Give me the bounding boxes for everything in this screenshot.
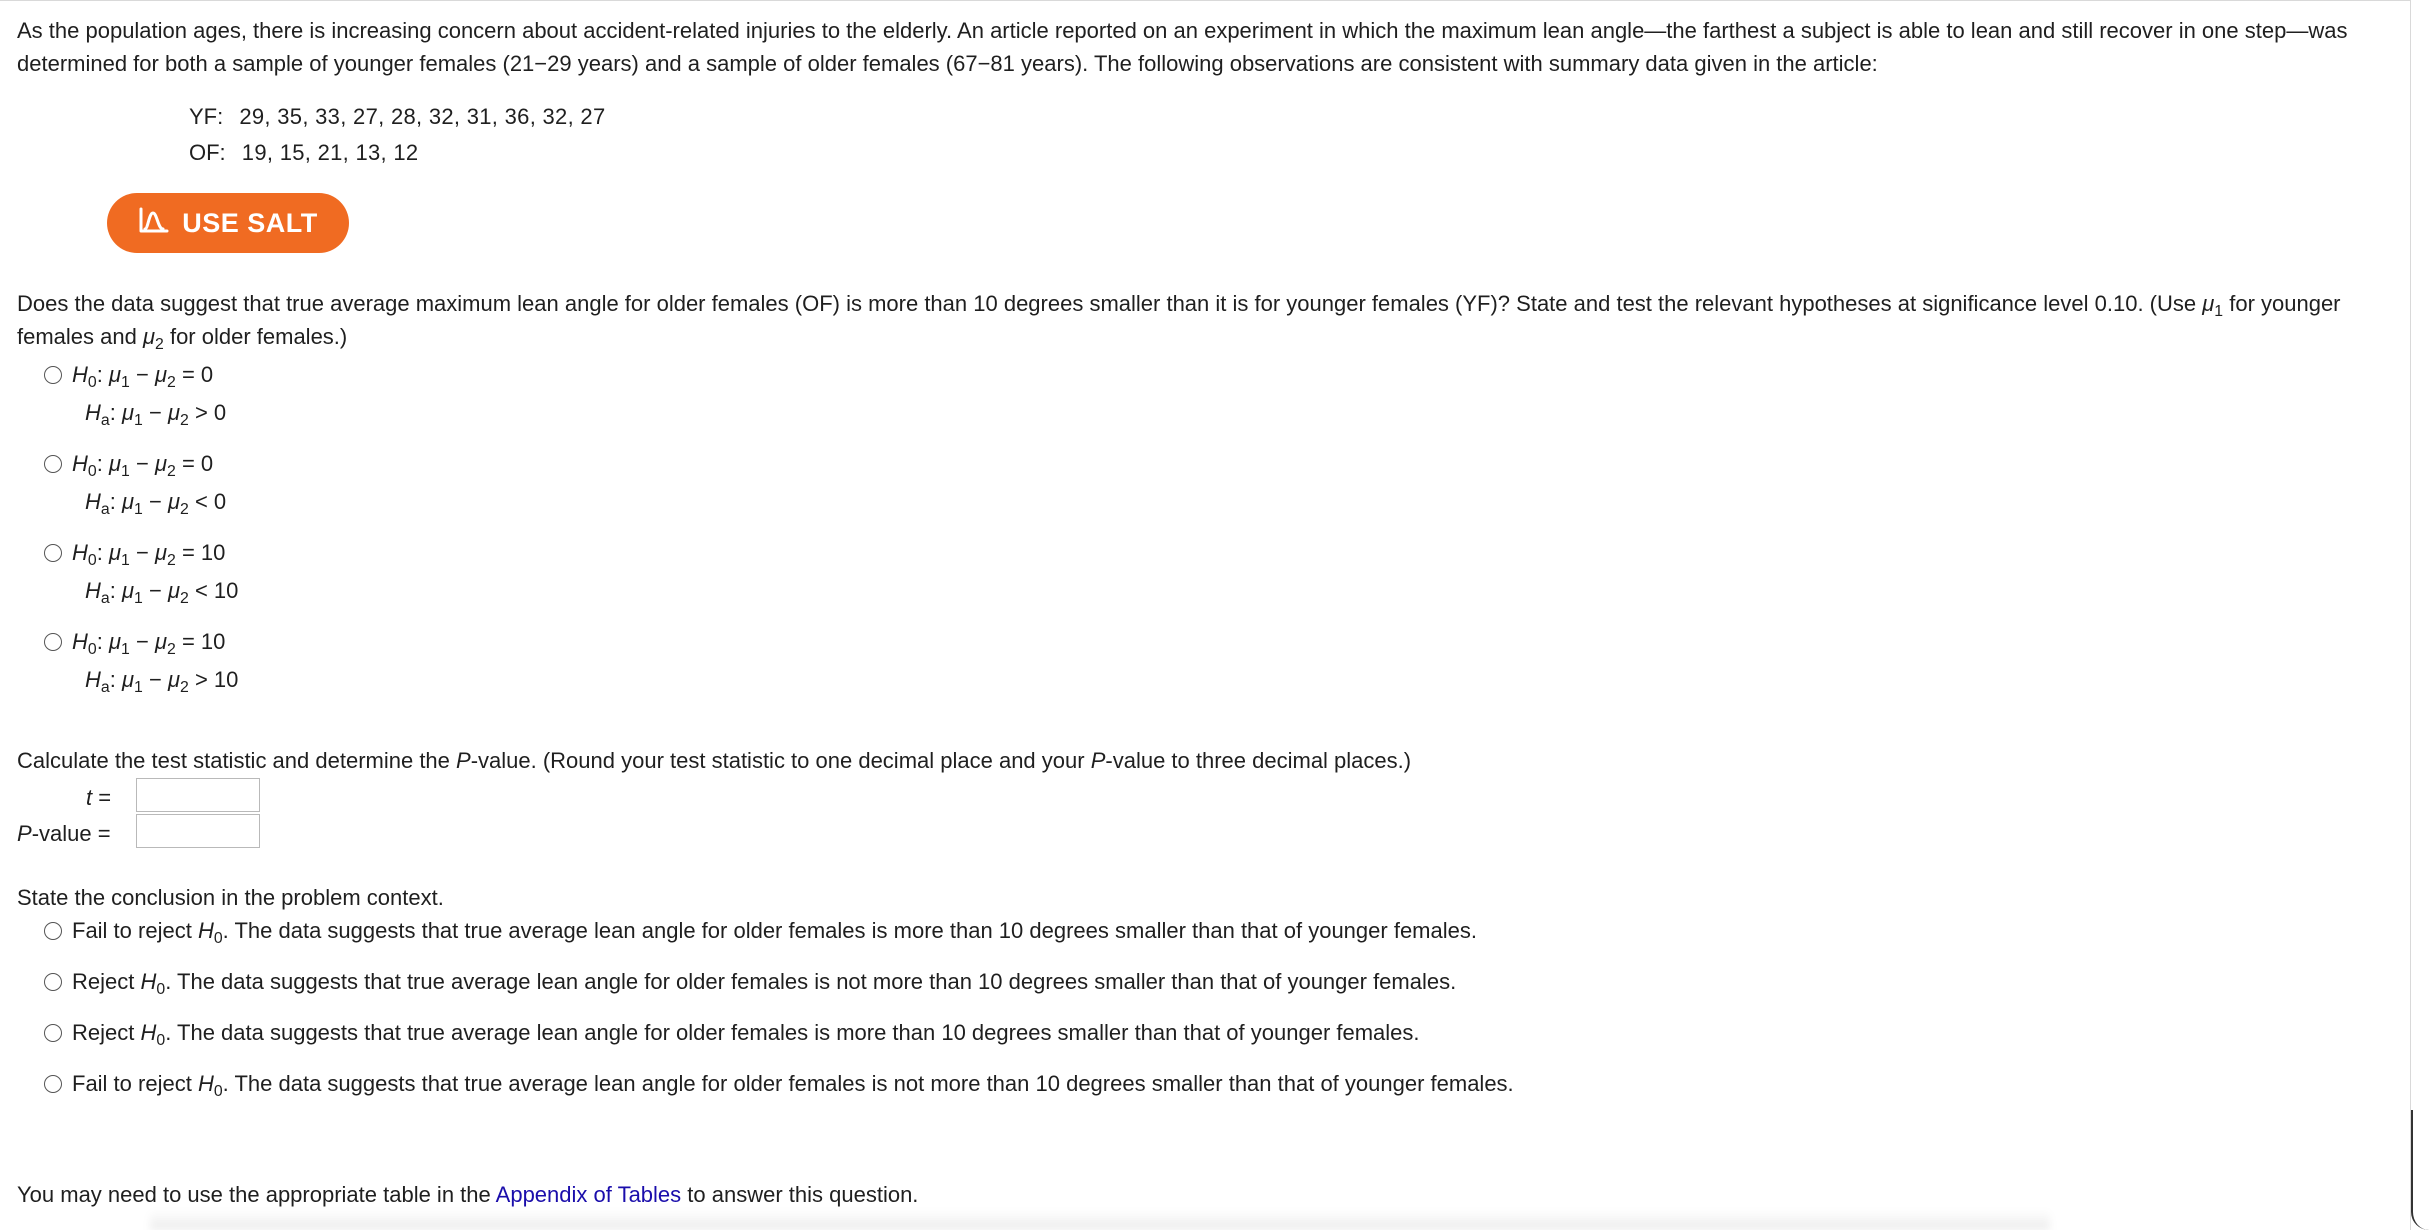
h-subscript: a <box>100 678 110 696</box>
conclusion-action: Reject <box>72 969 141 994</box>
footer-note <box>17 1182 918 1208</box>
minus-sign: − <box>135 540 149 565</box>
p-value-input[interactable] <box>136 814 260 848</box>
mu1-symbol: μ <box>121 578 135 603</box>
p-value-label <box>17 821 111 847</box>
h-subscript: 0 <box>87 373 97 391</box>
conclusion-option[interactable] <box>44 1020 1420 1049</box>
of-label: OF: <box>189 140 226 165</box>
hypothesis-radio[interactable] <box>44 366 62 384</box>
mu1-subscript: 1 <box>134 589 143 607</box>
calc-p-italic-2: P <box>1090 748 1106 773</box>
mu2-subscript: 2 <box>167 640 176 658</box>
h-colon: : <box>96 629 103 654</box>
mu1-symbol: μ <box>2202 291 2215 316</box>
mu1-subscript: 1 <box>134 500 143 518</box>
window-corner <box>2411 1110 2434 1230</box>
hyp-value: 0 <box>200 362 214 387</box>
conclusion-action: Reject <box>72 1020 141 1045</box>
conclusion-radio[interactable] <box>44 1024 62 1042</box>
mu1-subscript: 1 <box>121 551 130 569</box>
conclusion-radio[interactable] <box>44 1075 62 1093</box>
minus-sign: − <box>135 629 149 654</box>
h-symbol: H <box>140 1020 157 1045</box>
null-hypothesis <box>72 629 226 658</box>
calc-instructions <box>17 748 1411 774</box>
mu1-symbol: μ <box>108 362 122 387</box>
conclusion-radio[interactable] <box>44 973 62 991</box>
h-colon: : <box>96 540 103 565</box>
h-symbol: H <box>85 578 101 603</box>
mu1-symbol: μ <box>108 540 122 565</box>
minus-sign: − <box>148 400 162 425</box>
calc-text-a: Calculate the test statistic and determine the <box>17 748 457 773</box>
mu1-subscript: 1 <box>134 411 143 429</box>
minus-sign: − <box>148 489 162 514</box>
mu2-symbol: μ <box>167 489 180 514</box>
mu1-subscript: 1 <box>134 678 143 696</box>
relation: = <box>181 540 195 565</box>
salt-chart-icon <box>138 205 170 242</box>
conclusion-text: . The data suggests that true average lean angle for older females is not more than 10 degrees smaller than that of younger females. <box>222 1071 1514 1096</box>
minus-sign: − <box>148 667 162 692</box>
mu2-subscript: 2 <box>167 373 176 391</box>
mu2-subscript: 2 <box>167 462 176 480</box>
yf-data-line <box>189 104 606 130</box>
conclusion-title: State the conclusion in the problem context. <box>17 885 444 910</box>
p-symbol: P <box>17 821 32 846</box>
h-colon: : <box>109 489 116 514</box>
hyp-value: 0 <box>213 489 227 514</box>
alternative-hypothesis <box>85 667 239 696</box>
minus-sign: − <box>135 362 149 387</box>
h-colon: : <box>109 578 116 603</box>
question-paragraph <box>17 287 2407 353</box>
conclusion-text: . The data suggests that true average lean angle for older females is not more than 10 degrees smaller than that of younger females. <box>165 969 1457 994</box>
h-colon: : <box>96 362 103 387</box>
mu2-symbol: μ <box>154 629 167 654</box>
conclusion-action: Fail to reject <box>72 1071 198 1096</box>
h-subscript: 0 <box>87 551 97 569</box>
use-salt-label: USE SALT <box>182 207 318 238</box>
mu2-symbol: μ <box>154 540 167 565</box>
alternative-hypothesis <box>85 400 227 429</box>
relation: < <box>194 489 208 514</box>
h-subscript: 0 <box>156 980 166 998</box>
null-hypothesis <box>72 540 226 569</box>
hyp-value: 0 <box>200 451 214 476</box>
mu2-subscript: 2 <box>180 678 189 696</box>
mu1-subscript: 1 <box>121 373 130 391</box>
mu2-subscript: 2 <box>167 551 176 569</box>
h-subscript: a <box>100 411 110 429</box>
h-symbol: H <box>72 362 88 387</box>
t-statistic-label <box>86 785 111 811</box>
mu2-symbol: μ <box>167 400 180 425</box>
h-subscript: a <box>100 589 110 607</box>
footer-text-a: You may need to use the appropriate table in the <box>17 1182 496 1207</box>
t-symbol: t <box>86 785 93 810</box>
intro-paragraph: As the population ages, there is increasing concern about accident-related injuries to the elderly. An article reported on an experiment in which the maximum lean angle—the farthest a subject is able to lean and still recover in one step—was determined for both a sample of younger females (21−29 years) and a sample of older females (67−81 years). The following observations are consistent with summary data given in the article: <box>17 18 2348 76</box>
of-values: 19, 15, 21, 13, 12 <box>241 140 419 165</box>
t-statistic-input[interactable] <box>136 778 260 812</box>
question-text-a: Does the data suggest that true average maximum lean angle for older females (OF) is more than 10 degrees smaller than it is for younger females (YF)? State and test the relevant hypotheses at significance level 0.10. (Use <box>17 291 2203 316</box>
yf-values: 29, 35, 33, 27, 28, 32, 31, 36, 32, 27 <box>239 104 606 129</box>
of-data-line <box>189 140 418 166</box>
question-text-b: for younger females and <box>17 291 2341 349</box>
calc-text-c: -value to three decimal places.) <box>1105 748 1412 773</box>
relation: = <box>181 629 195 654</box>
hypothesis-radio[interactable] <box>44 633 62 651</box>
mu1-symbol: μ <box>121 667 135 692</box>
conclusion-option[interactable] <box>44 969 1457 998</box>
mu1-symbol: μ <box>121 489 135 514</box>
conclusion-action: Fail to reject <box>72 918 198 943</box>
h-subscript: 0 <box>213 929 223 947</box>
h-symbol: H <box>85 489 101 514</box>
mu2-subscript: 2 <box>180 411 189 429</box>
mu2-symbol: μ <box>167 578 180 603</box>
h-subscript: 0 <box>156 1031 166 1049</box>
mu1-subscript: 1 <box>121 462 130 480</box>
h-subscript: 0 <box>87 640 97 658</box>
hyp-value: 0 <box>213 400 227 425</box>
hyp-value: 10 <box>213 667 239 692</box>
h-symbol: H <box>72 540 88 565</box>
conclusion-text: . The data suggests that true average lean angle for older females is more than 10 degrees smaller than that of younger females. <box>165 1020 1420 1045</box>
h-colon: : <box>96 451 103 476</box>
mu1-symbol: μ <box>108 629 122 654</box>
question-text-c: for older females.) <box>163 324 348 349</box>
conclusion-text: . The data suggests that true average lean angle for older females is more than 10 degrees smaller than that of younger females. <box>222 918 1477 943</box>
null-hypothesis <box>72 451 214 480</box>
mu1-subscript: 1 <box>2214 302 2224 320</box>
footer-shadow <box>150 1210 2050 1230</box>
footer-text-b: to answer this question. <box>681 1182 919 1207</box>
mu2-symbol: μ <box>154 362 167 387</box>
h-symbol: H <box>72 629 88 654</box>
mu2-subscript: 2 <box>155 335 164 353</box>
appendix-of-tables-link[interactable]: Appendix of Tables <box>495 1182 682 1207</box>
hypothesis-radio[interactable] <box>44 455 62 473</box>
conclusion-option[interactable] <box>44 918 1477 947</box>
relation: = <box>181 362 195 387</box>
hyp-value: 10 <box>213 578 239 603</box>
p-value-suffix: -value = <box>31 821 111 846</box>
h-subscript: 0 <box>213 1082 223 1100</box>
h-symbol: H <box>85 667 101 692</box>
hypothesis-radio[interactable] <box>44 544 62 562</box>
h-colon: : <box>109 667 116 692</box>
mu1-symbol: μ <box>121 400 135 425</box>
yf-label: YF: <box>189 104 224 129</box>
relation: < <box>194 578 208 603</box>
h-symbol: H <box>197 918 214 943</box>
h-colon: : <box>109 400 116 425</box>
mu1-symbol: μ <box>108 451 122 476</box>
use-salt-button[interactable] <box>107 193 349 253</box>
h-symbol: H <box>72 451 88 476</box>
conclusion-radio[interactable] <box>44 922 62 940</box>
alternative-hypothesis <box>85 578 239 607</box>
mu2-subscript: 2 <box>180 500 189 518</box>
calc-p-italic: P <box>456 748 471 773</box>
conclusion-option[interactable] <box>44 1071 1514 1100</box>
hyp-value: 10 <box>200 540 226 565</box>
h-subscript: 0 <box>87 462 97 480</box>
h-symbol: H <box>140 969 157 994</box>
h-symbol: H <box>85 400 101 425</box>
h-symbol: H <box>197 1071 214 1096</box>
hyp-value: 10 <box>200 629 226 654</box>
mu2-symbol: μ <box>154 451 167 476</box>
relation: > <box>194 667 208 692</box>
minus-sign: − <box>135 451 149 476</box>
alternative-hypothesis <box>85 489 227 518</box>
calc-text-b: -value. (Round your test statistic to one decimal place and your <box>470 748 1091 773</box>
relation: > <box>194 400 208 425</box>
mu2-subscript: 2 <box>180 589 189 607</box>
t-equals: = <box>92 785 112 810</box>
h-subscript: a <box>100 500 110 518</box>
mu1-subscript: 1 <box>121 640 130 658</box>
minus-sign: − <box>148 578 162 603</box>
null-hypothesis <box>72 362 214 391</box>
relation: = <box>181 451 195 476</box>
mu2-symbol: μ <box>142 324 156 349</box>
mu2-symbol: μ <box>167 667 180 692</box>
